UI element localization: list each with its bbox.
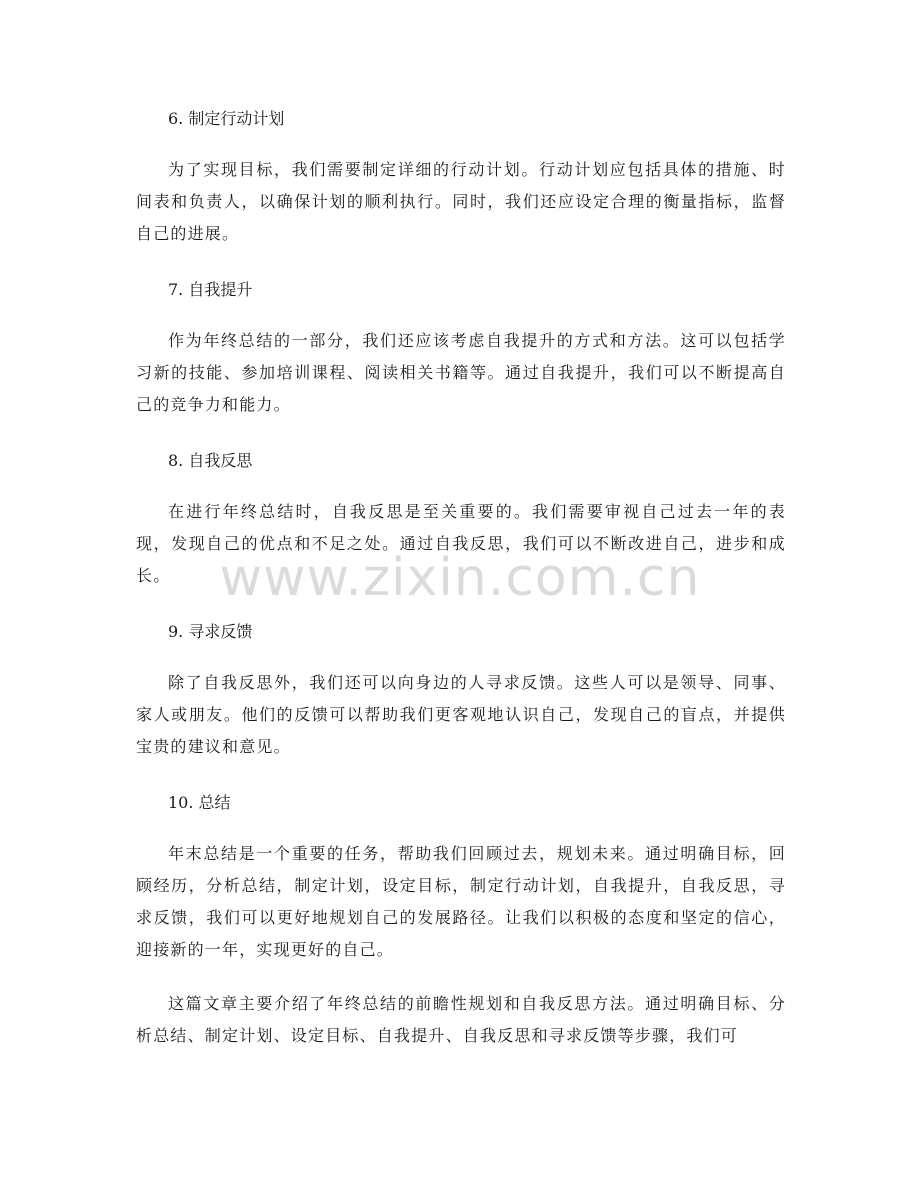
- closing-paragraph: 这篇文章主要介绍了年终总结的前瞻性规划和自我反思方法。通过明确目标、分析总结、制定计划、设定目标、自我提升、自我反思和寻求反馈等步骤，我们可: [136, 994, 786, 1045]
- section-heading: 10. 总结: [168, 793, 231, 812]
- section-6: [136, 101, 786, 272]
- section-heading: 8. 自我反思: [168, 451, 253, 470]
- section-heading: 7. 自我提升: [168, 280, 253, 299]
- watermark-text: www.zixin.com.cn: [219, 548, 701, 608]
- section-heading: 9. 寻求反馈: [168, 622, 253, 641]
- section-paragraph: 作为年终总结的一部分，我们还应该考虑自我提升的方式和方法。这可以包括学习新的技能、参加培训课程、阅读相关书籍等。通过自我提升，我们可以不断提高自己的竞争力和能力。: [136, 331, 786, 414]
- document-body: [136, 101, 786, 1052]
- section-7: [136, 272, 786, 443]
- section-paragraph: 除了自我反思外，我们还可以向身边的人寻求反馈。这些人可以是领导、同事、家人或朋友。他们的反馈可以帮助我们更客观地认识自己，发现自己的盲点，并提供宝贵的建议和意见。: [136, 673, 786, 756]
- section-8: [136, 443, 786, 614]
- section-heading: 6. 制定行动计划: [168, 109, 285, 128]
- section-paragraph: 为了实现目标，我们需要制定详细的行动计划。行动计划应包括具体的措施、时间表和负责人，以确保计划的顺利执行。同时，我们还应设定合理的衡量指标，监督自己的进展。: [136, 160, 786, 243]
- section-9: [136, 614, 786, 785]
- section-10: [136, 785, 786, 988]
- section-paragraph: 在进行年终总结时，自我反思是至关重要的。我们需要审视自己过去一年的表现，发现自己的优点和不足之处。通过自我反思，我们可以不断改进自己，进步和成长。: [136, 502, 786, 585]
- section-paragraph: 年末总结是一个重要的任务，帮助我们回顾过去，规划未来。通过明确目标，回顾经历，分析总结，制定计划，设定目标，制定行动计划，自我提升，自我反思，寻求反馈，我们可以更好地规划自己的发展路径。让我们以积极的态度和坚定的信心，迎接新的一年，实现更好的自己。: [136, 844, 786, 959]
